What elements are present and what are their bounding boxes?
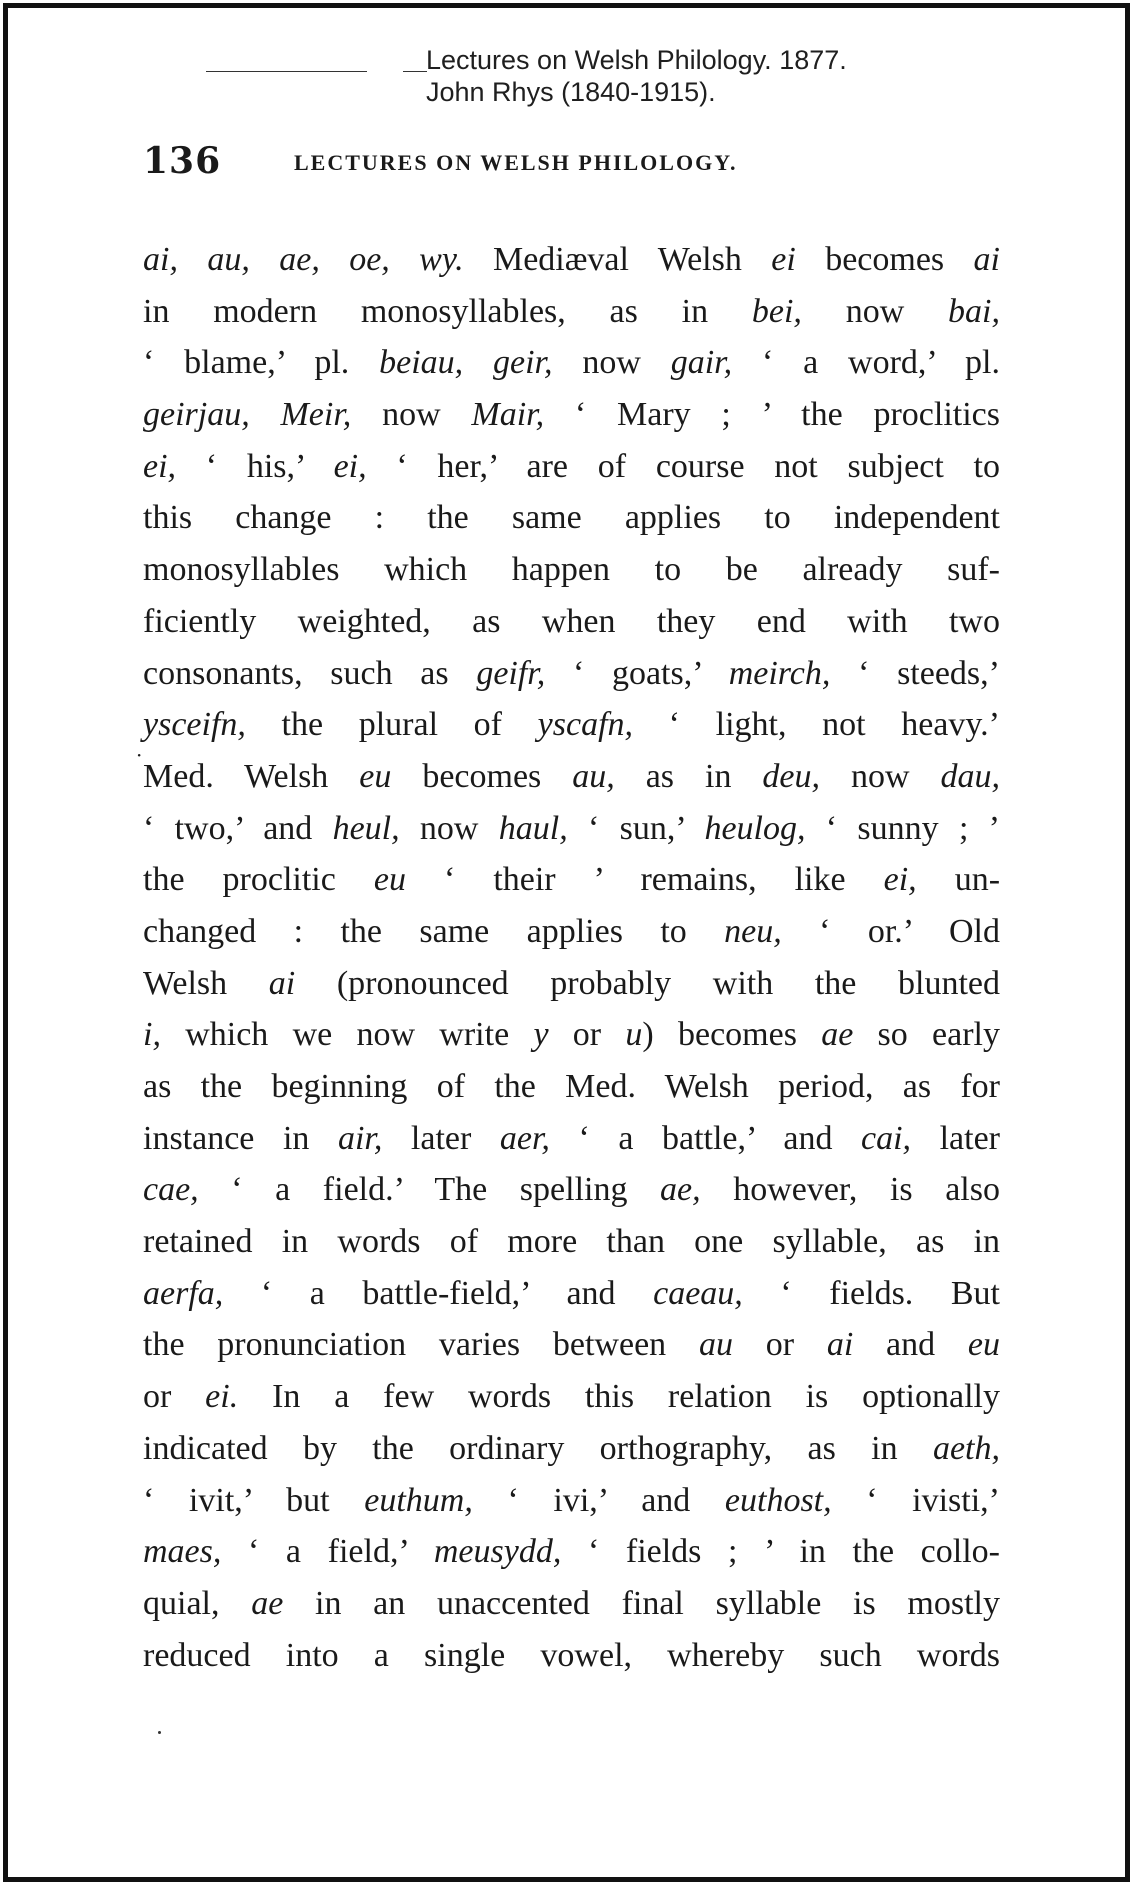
running-head bbox=[143, 140, 998, 188]
text-run bbox=[463, 344, 493, 381]
text-line bbox=[143, 441, 1000, 493]
text-line bbox=[143, 648, 1000, 700]
caption-title: Lectures on Welsh Philology. 1877. bbox=[426, 45, 847, 75]
italic-term: ysceifn, bbox=[143, 706, 246, 744]
text-run: now bbox=[399, 809, 499, 847]
text-run: becomes bbox=[391, 757, 573, 795]
text-run: ‘ steeds,’ bbox=[830, 654, 1000, 692]
italic-term: ei, bbox=[883, 861, 917, 899]
text-run: the pronunciation varies between bbox=[143, 1326, 699, 1364]
text-run: Mediæval Welsh bbox=[463, 241, 772, 278]
text-run: ‘ a word,’ pl. bbox=[732, 344, 1000, 382]
text-run: later bbox=[382, 1119, 500, 1157]
source-caption bbox=[426, 44, 847, 108]
text-line bbox=[143, 1216, 1000, 1268]
text-line bbox=[143, 492, 1000, 544]
text-run: consonants, such as bbox=[143, 654, 477, 692]
italic-term: eu bbox=[359, 757, 392, 795]
text-run: or bbox=[732, 1326, 827, 1364]
text-run: ‘ Mary ; ’ the proclitics bbox=[544, 396, 1000, 434]
text-line bbox=[143, 596, 1000, 648]
text-run: as in bbox=[614, 757, 763, 795]
italic-term: euthum, bbox=[364, 1481, 473, 1519]
text-run: in modern monosyllables, as in bbox=[143, 292, 752, 330]
text-run: ‘ blame,’ pl. bbox=[143, 344, 380, 382]
text-run: monosyllables which happen to be already suf- bbox=[143, 551, 1000, 589]
text-run: or bbox=[143, 1378, 206, 1416]
italic-term: geirjau, Meir, bbox=[143, 396, 352, 434]
italic-term: ei. bbox=[205, 1378, 239, 1416]
italic-term: bei, bbox=[751, 292, 802, 330]
italic-term: ae bbox=[821, 1016, 854, 1054]
italic-term: eu bbox=[967, 1326, 1000, 1364]
text-run: ‘ a battle,’ and bbox=[549, 1119, 862, 1157]
text-line bbox=[143, 1423, 1000, 1475]
italic-term: ei bbox=[771, 241, 796, 278]
text-run: Welsh bbox=[143, 964, 269, 1002]
italic-term: y bbox=[533, 1016, 549, 1054]
italic-term: geir, bbox=[493, 344, 553, 382]
italic-term: gair, bbox=[670, 344, 733, 382]
text-run: however, is also bbox=[700, 1171, 1000, 1209]
text-line bbox=[143, 1113, 1000, 1165]
text-run: or bbox=[548, 1016, 626, 1054]
italic-term: au, bbox=[572, 757, 615, 795]
italic-term: ei, bbox=[143, 447, 177, 485]
italic-term: bai, bbox=[948, 292, 1000, 330]
text-run: ‘ light, not heavy.’ bbox=[633, 706, 1000, 744]
text-run: now bbox=[552, 344, 671, 382]
text-run: Med. Welsh bbox=[143, 757, 360, 795]
text-run: retained in words of more than one syllable, as in bbox=[143, 1223, 1000, 1261]
text-run: the proclitic bbox=[143, 861, 374, 899]
italic-term: ai bbox=[973, 241, 1000, 278]
text-run: ‘ sun,’ bbox=[567, 809, 705, 847]
text-run: later bbox=[911, 1119, 1001, 1157]
text-run: (pronounced probably with the blunted bbox=[295, 964, 1000, 1002]
italic-term: heulog, bbox=[704, 809, 806, 847]
italic-term: au bbox=[698, 1326, 733, 1364]
italic-term: eu bbox=[373, 861, 406, 899]
text-run: ‘ ivi,’ and bbox=[472, 1481, 725, 1519]
text-line bbox=[143, 286, 1000, 338]
italic-term: ae bbox=[251, 1584, 284, 1622]
text-run: ‘ his,’ bbox=[176, 447, 334, 485]
text-run: ‘ a field,’ bbox=[221, 1533, 434, 1571]
text-line bbox=[143, 389, 1000, 441]
text-run: ‘ ivit,’ but bbox=[143, 1481, 365, 1519]
italic-term: yscafn, bbox=[537, 706, 634, 744]
caption-rule bbox=[206, 71, 367, 72]
italic-term: aer, bbox=[499, 1119, 550, 1157]
text-run: now bbox=[820, 757, 941, 795]
text-line bbox=[143, 1164, 1000, 1216]
text-line bbox=[143, 1475, 1000, 1527]
text-run: ‘ fields. But bbox=[742, 1274, 1001, 1312]
text-run: the plural of bbox=[245, 706, 538, 744]
text-line bbox=[143, 1371, 1000, 1423]
text-line bbox=[143, 699, 1000, 751]
text-run: ) becomes bbox=[642, 1016, 822, 1054]
text-line bbox=[143, 854, 1000, 906]
page-number: 136 bbox=[143, 140, 222, 182]
text-line bbox=[143, 958, 1000, 1010]
text-line bbox=[143, 1319, 1000, 1371]
italic-term: i, bbox=[143, 1016, 161, 1054]
stray-mark bbox=[158, 1731, 161, 1734]
italic-term: aeth, bbox=[932, 1429, 1000, 1467]
text-line bbox=[143, 751, 1000, 803]
italic-term: beiau, bbox=[379, 344, 464, 382]
italic-term: ei, bbox=[333, 447, 367, 485]
text-run: and bbox=[853, 1326, 968, 1364]
text-line bbox=[143, 1009, 1000, 1061]
text-run: un- bbox=[916, 861, 1001, 899]
text-run: reduced into a single vowel, whereby such words bbox=[143, 1636, 1000, 1674]
italic-term: ae, bbox=[660, 1171, 701, 1209]
text-line bbox=[143, 1268, 1000, 1320]
text-line bbox=[143, 1526, 1000, 1578]
text-run: in an unaccented final syllable is mostly bbox=[283, 1584, 1001, 1622]
text-run: ‘ two,’ and bbox=[143, 809, 333, 847]
italic-term: cae, bbox=[143, 1171, 199, 1209]
text-run: which we now write bbox=[160, 1016, 534, 1054]
margin-mark: · bbox=[136, 743, 143, 767]
body-text bbox=[143, 234, 1000, 1681]
text-run: ‘ a field.’ The spelling bbox=[198, 1171, 661, 1209]
text-line bbox=[143, 803, 1000, 855]
text-run: ‘ a battle-field,’ and bbox=[223, 1274, 654, 1312]
italic-term: ai, au, ae, oe, wy. bbox=[143, 241, 464, 278]
italic-term: heul, bbox=[332, 809, 400, 847]
text-run: ‘ ivisti,’ bbox=[831, 1481, 1001, 1519]
text-run: instance in bbox=[143, 1119, 338, 1157]
italic-term: deu, bbox=[762, 757, 820, 795]
text-run: this change : the same applies to independent bbox=[143, 499, 1000, 537]
text-line bbox=[143, 1061, 1000, 1113]
italic-term: haul, bbox=[498, 809, 568, 847]
text-line bbox=[143, 544, 1000, 596]
italic-term: maes, bbox=[143, 1533, 222, 1571]
italic-term: neu, bbox=[724, 912, 782, 950]
italic-term: euthost, bbox=[724, 1481, 832, 1519]
italic-term: ai bbox=[826, 1326, 854, 1364]
running-title: LECTURES ON WELSH PHILOLOGY. bbox=[294, 150, 738, 175]
text-run: as the beginning of the Med. Welsh period, as for bbox=[143, 1068, 1000, 1105]
text-run: ficiently weighted, as when they end with two bbox=[143, 602, 1000, 640]
text-line bbox=[143, 234, 1000, 286]
italic-term: Mair, bbox=[471, 396, 545, 434]
text-line bbox=[143, 337, 1000, 389]
caption-author: John Rhys (1840-1915). bbox=[426, 77, 716, 107]
text-run: In a few words this relation is optionally bbox=[238, 1378, 1000, 1416]
text-run: now bbox=[801, 292, 949, 330]
text-run: ‘ sunny ; ’ bbox=[805, 809, 1000, 847]
text-run: so early bbox=[853, 1016, 1001, 1054]
italic-term: geifr, bbox=[476, 654, 546, 692]
text-run: indicated by the ordinary orthography, as in bbox=[143, 1429, 933, 1467]
text-run: ‘ fields ; ’ in the collo- bbox=[561, 1533, 1000, 1571]
italic-term: cai, bbox=[861, 1119, 912, 1157]
text-run: ‘ their ’ remains, like bbox=[405, 861, 884, 899]
text-run: ‘ or.’ Old bbox=[781, 912, 1000, 950]
italic-term: u bbox=[625, 1016, 643, 1054]
text-line bbox=[143, 1578, 1000, 1630]
text-run: now bbox=[351, 396, 472, 434]
italic-term: air, bbox=[337, 1119, 383, 1157]
text-run: ‘ her,’ are of course not subject to bbox=[366, 447, 1000, 485]
caption-rule-short bbox=[403, 71, 427, 72]
text-run: ‘ goats,’ bbox=[545, 654, 729, 692]
text-line bbox=[143, 1630, 1000, 1682]
text-run: quial, bbox=[143, 1584, 252, 1622]
italic-term: caeau, bbox=[653, 1274, 743, 1312]
italic-term: meusydd, bbox=[433, 1533, 562, 1571]
text-run: changed : the same applies to bbox=[143, 912, 725, 950]
italic-term: ai bbox=[268, 964, 296, 1002]
italic-term: dau, bbox=[940, 757, 1000, 795]
italic-term: aerfa, bbox=[143, 1274, 224, 1312]
italic-term: meirch, bbox=[728, 654, 831, 692]
text-run: becomes bbox=[795, 241, 974, 278]
text-line bbox=[143, 906, 1000, 958]
